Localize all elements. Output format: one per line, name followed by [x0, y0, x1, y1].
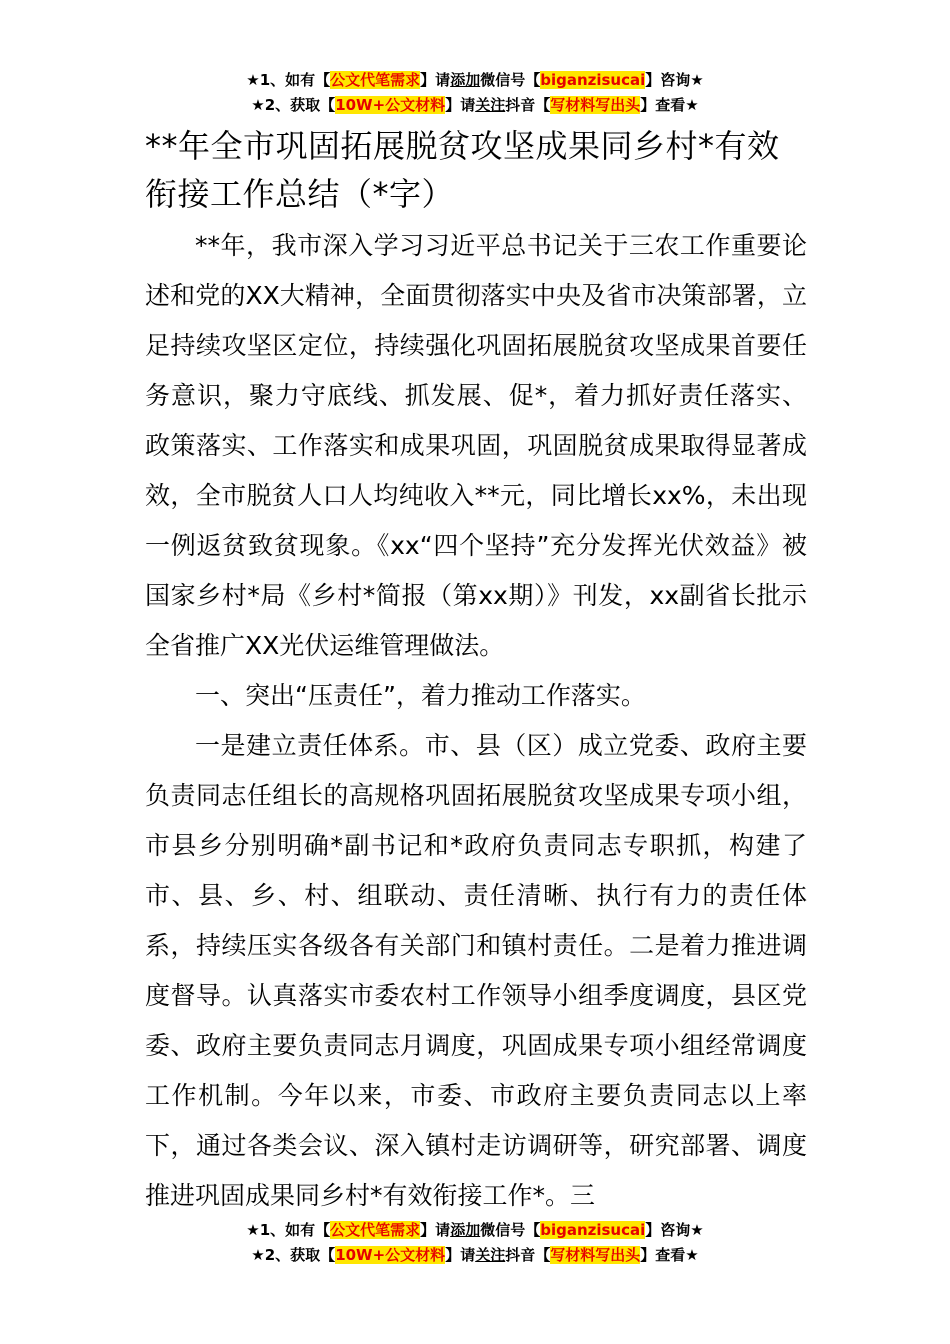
highlight-douyin-account: 写材料写出头: [550, 96, 641, 114]
footer-promo-banner: [0, 1218, 950, 1268]
highlight-service: 公文代笔需求: [330, 71, 421, 89]
promo-line-1: ★1、如有【公文代笔需求】请添加微信号【biganzisucai】咨询★: [246, 71, 704, 89]
highlight-douyin-account: 写材料写出头: [550, 1246, 641, 1264]
document-body: [145, 221, 807, 1221]
highlight-materials: 10W+公文材料: [335, 1246, 446, 1264]
promo-line-2: ★2、获取【10W+公文材料】请关注抖音【写材料写出头】查看★: [251, 1246, 699, 1264]
paragraph-intro: **年，我市深入学习习近平总书记关于三农工作重要论述和党的XX大精神，全面贯彻落实中央及省市决策部署，立足持续攻坚区定位，持续强化巩固拓展脱贫攻坚成果首要任务意识，聚力守底线、抓发展、促*，着力抓好责任落实、政策落实、工作落实和成果巩固，巩固脱贫成果取得显著成效，全市脱贫人口人均纯收入**元，同比增长xx%，未出现一例返贫致贫现象。《xx“四个坚持”充分发挥光伏效益》被国家乡村*局《乡村*简报（第xx期）》刊发，xx副省长批示全省推广XX光伏运维管理做法。: [145, 231, 807, 660]
highlight-wechat-id: biganzisucai: [540, 1221, 646, 1239]
highlight-service: 公文代笔需求: [330, 1221, 421, 1239]
section-heading-1: 一、突出“压责任”，着力推动工作落实。: [195, 681, 646, 710]
paragraph-section-1: 一是建立责任体系。市、县（区）成立党委、政府主要负责同志任组长的高规格巩固拓展脱贫攻坚成果专项小组，市县乡分别明确*副书记和*政府负责同志专职抓，构建了市、县、乡、村、组联动、责任清晰、执行有力的责任体系，持续压实各级各有关部门和镇村责任。二是着力推进调度督导。认真落实市委农村工作领导小组季度调度，县区党委、政府主要负责同志月调度，巩固成果专项小组经常调度工作机制。今年以来，市委、市政府主要负责同志以上率下，通过各类会议、深入镇村走访调研等，研究部署、调度推进巩固成果同乡村*有效衔接工作*。三: [145, 731, 807, 1210]
document-title: **年全市巩固拓展脱贫攻坚成果同乡村*有效衔接工作总结（*字）: [145, 127, 780, 213]
highlight-wechat-id: biganzisucai: [540, 71, 646, 89]
promo-line-2: ★2、获取【10W+公文材料】请关注抖音【写材料写出头】查看★: [251, 96, 699, 114]
header-promo-banner: [0, 68, 950, 118]
highlight-materials: 10W+公文材料: [335, 96, 446, 114]
promo-line-1: ★1、如有【公文代笔需求】请添加微信号【biganzisucai】咨询★: [246, 1221, 704, 1239]
